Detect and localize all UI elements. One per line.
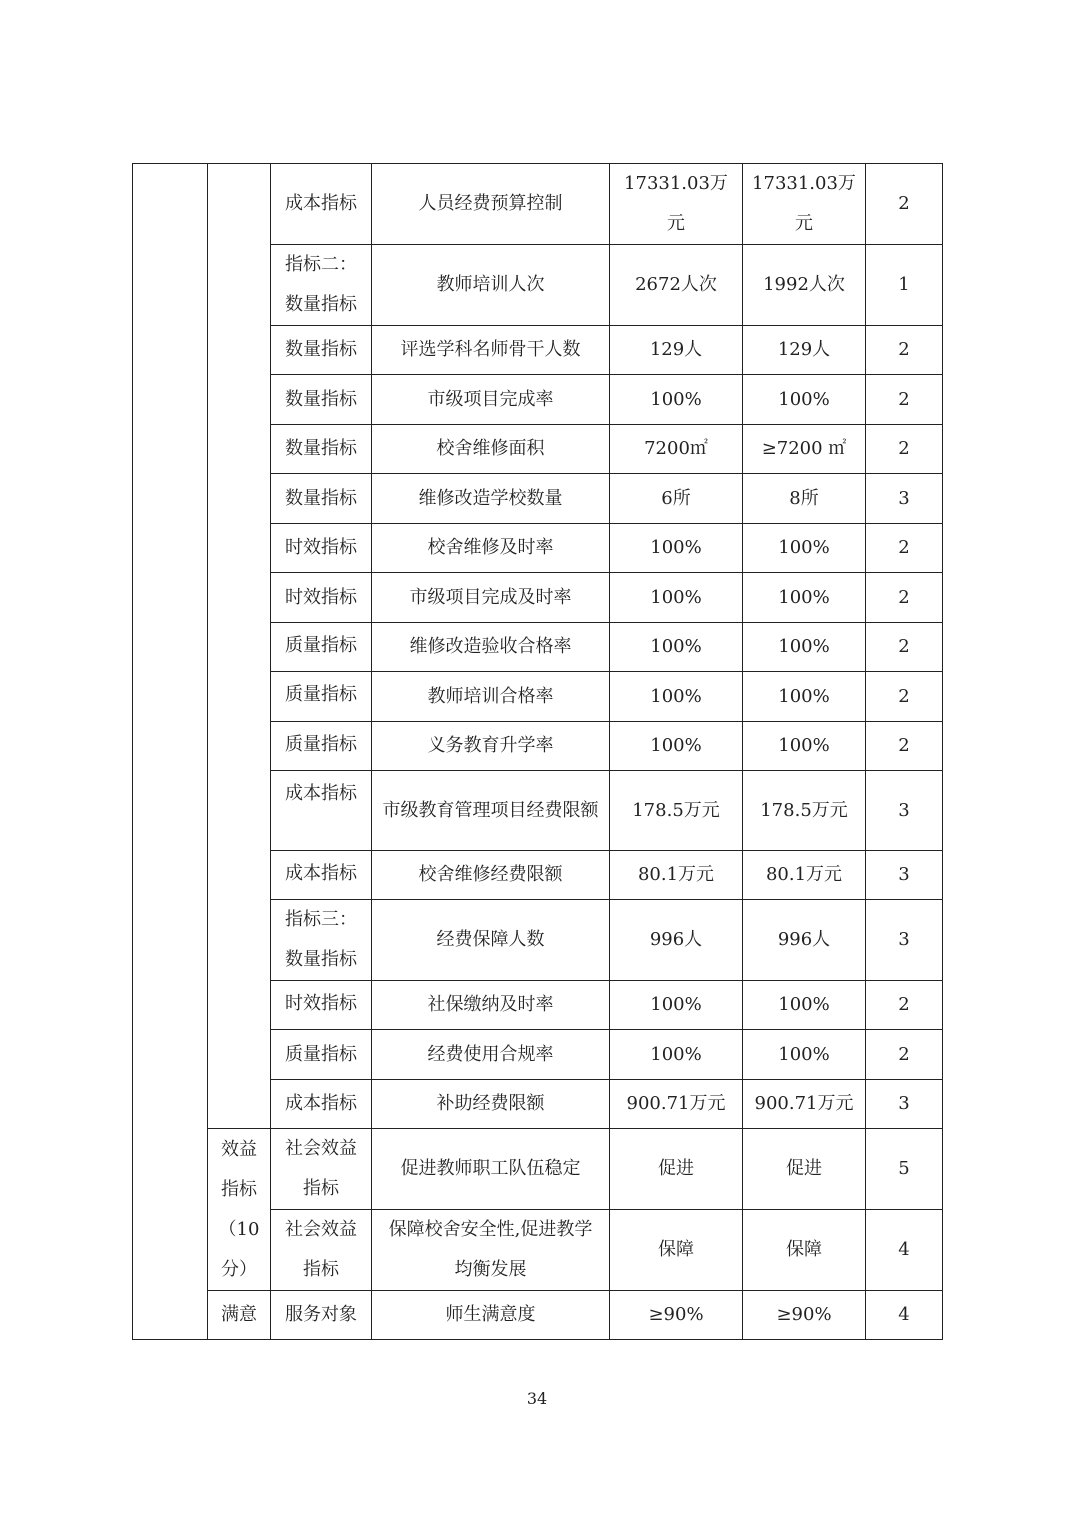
target-value-cell: 100% — [610, 722, 743, 771]
indicator-type-cell: 质量指标 — [271, 672, 372, 722]
actual-value-cell: 促进 — [743, 1129, 866, 1210]
actual-value-cell: 8所 — [743, 474, 866, 524]
indicator-name-cell: 经费保障人数 — [372, 900, 610, 981]
target-value-cell: 促进 — [610, 1129, 743, 1210]
target-value-cell: 100% — [610, 524, 743, 573]
indicator-type-cell: 成本指标 — [271, 1080, 372, 1129]
actual-value-cell: 100% — [743, 672, 866, 722]
indicator-name-cell: 师生满意度 — [372, 1291, 610, 1340]
table-row — [133, 1291, 943, 1340]
indicator-type-cell: 时效指标 — [271, 981, 372, 1030]
indicator-type-cell: 数量指标 — [271, 375, 372, 425]
indicator-name-cell: 市级项目完成率 — [372, 375, 610, 425]
indicator-type-cell: 数量指标 — [271, 474, 372, 524]
target-value-cell: 178.5万元 — [610, 771, 743, 851]
target-value-cell: 17331.03万元 — [610, 164, 743, 245]
indicator-table — [132, 163, 943, 1340]
score-cell: 2 — [866, 375, 943, 425]
target-value-cell: 7200㎡ — [610, 425, 743, 474]
score-cell: 2 — [866, 981, 943, 1030]
score-cell: 3 — [866, 474, 943, 524]
score-cell: 2 — [866, 425, 943, 474]
actual-value-cell: 100% — [743, 375, 866, 425]
actual-value-cell: ≥7200 ㎡ — [743, 425, 866, 474]
indicator-name-cell: 校舍维修经费限额 — [372, 851, 610, 900]
target-value-cell: 6所 — [610, 474, 743, 524]
indicator-type-cell: 成本指标 — [271, 851, 372, 900]
target-value-cell: 996人 — [610, 900, 743, 981]
actual-value-cell: 100% — [743, 623, 866, 672]
score-cell: 1 — [866, 245, 943, 326]
score-cell: 3 — [866, 851, 943, 900]
level1-cell — [133, 164, 208, 1340]
indicator-type-cell: 指标三：数量指标 — [271, 900, 372, 981]
indicator-type-cell: 质量指标 — [271, 623, 372, 672]
indicator-name-cell: 市级教育管理项目经费限额 — [372, 771, 610, 851]
score-cell: 3 — [866, 900, 943, 981]
indicator-name-cell: 校舍维修及时率 — [372, 524, 610, 573]
target-value-cell: 100% — [610, 981, 743, 1030]
benefit-group-cell: 效益指标（10分） — [208, 1129, 271, 1291]
actual-value-cell: 100% — [743, 524, 866, 573]
actual-value-cell: 100% — [743, 1030, 866, 1080]
target-value-cell: 保障 — [610, 1210, 743, 1291]
indicator-name-cell: 补助经费限额 — [372, 1080, 610, 1129]
actual-value-cell: 保障 — [743, 1210, 866, 1291]
indicator-type-cell: 指标二：数量指标 — [271, 245, 372, 326]
score-cell: 2 — [866, 672, 943, 722]
indicator-name-cell: 教师培训人次 — [372, 245, 610, 326]
indicator-name-cell: 促进教师职工队伍稳定 — [372, 1129, 610, 1210]
actual-value-cell: 17331.03万元 — [743, 164, 866, 245]
target-value-cell: 900.71万元 — [610, 1080, 743, 1129]
score-cell: 2 — [866, 623, 943, 672]
actual-value-cell: 178.5万元 — [743, 771, 866, 851]
actual-value-cell: 100% — [743, 573, 866, 623]
indicator-name-cell: 保障校舍安全性,促进教学均衡发展 — [372, 1210, 610, 1291]
indicator-name-cell: 人员经费预算控制 — [372, 164, 610, 245]
indicator-type-cell: 成本指标 — [271, 164, 372, 245]
indicator-type-cell: 社会效益指标 — [271, 1210, 372, 1291]
indicator-name-cell: 社保缴纳及时率 — [372, 981, 610, 1030]
actual-value-cell: 129人 — [743, 326, 866, 375]
target-value-cell: 100% — [610, 375, 743, 425]
indicator-type-cell: 数量指标 — [271, 326, 372, 375]
actual-value-cell: 100% — [743, 722, 866, 771]
actual-value-cell: 80.1万元 — [743, 851, 866, 900]
satisfaction-group-cell: 满意 — [208, 1291, 271, 1340]
indicator-name-cell: 维修改造学校数量 — [372, 474, 610, 524]
indicator-type-cell: 时效指标 — [271, 524, 372, 573]
indicator-name-cell: 维修改造验收合格率 — [372, 623, 610, 672]
score-cell: 2 — [866, 164, 943, 245]
target-value-cell: 100% — [610, 573, 743, 623]
score-cell: 4 — [866, 1291, 943, 1340]
indicator-type-cell: 质量指标 — [271, 722, 372, 771]
level2-cell — [208, 164, 271, 1129]
actual-value-cell: 996人 — [743, 900, 866, 981]
score-cell: 2 — [866, 1030, 943, 1080]
score-cell: 2 — [866, 524, 943, 573]
indicator-name-cell: 经费使用合规率 — [372, 1030, 610, 1080]
score-cell: 3 — [866, 1080, 943, 1129]
target-value-cell: 80.1万元 — [610, 851, 743, 900]
indicator-name-cell: 市级项目完成及时率 — [372, 573, 610, 623]
indicator-name-cell: 教师培训合格率 — [372, 672, 610, 722]
target-value-cell: 100% — [610, 1030, 743, 1080]
indicator-type-cell: 服务对象 — [271, 1291, 372, 1340]
score-cell: 3 — [866, 771, 943, 851]
indicator-type-cell: 成本指标 — [271, 771, 372, 851]
indicator-type-cell: 社会效益指标 — [271, 1129, 372, 1210]
indicator-name-cell: 校舍维修面积 — [372, 425, 610, 474]
target-value-cell: 100% — [610, 672, 743, 722]
target-value-cell: ≥90% — [610, 1291, 743, 1340]
score-cell: 2 — [866, 326, 943, 375]
target-value-cell: 129人 — [610, 326, 743, 375]
page-number: 34 — [526, 1389, 548, 1408]
indicator-type-cell: 数量指标 — [271, 425, 372, 474]
indicator-type-cell: 时效指标 — [271, 573, 372, 623]
target-value-cell: 2672人次 — [610, 245, 743, 326]
table-row — [133, 1129, 943, 1210]
actual-value-cell: 1992人次 — [743, 245, 866, 326]
indicator-name-cell: 评选学科名师骨干人数 — [372, 326, 610, 375]
score-cell: 2 — [866, 722, 943, 771]
table-row — [133, 164, 943, 245]
actual-value-cell: 100% — [743, 981, 866, 1030]
actual-value-cell: ≥90% — [743, 1291, 866, 1340]
indicator-type-cell: 质量指标 — [271, 1030, 372, 1080]
indicator-name-cell: 义务教育升学率 — [372, 722, 610, 771]
score-cell: 2 — [866, 573, 943, 623]
score-cell: 5 — [866, 1129, 943, 1210]
target-value-cell: 100% — [610, 623, 743, 672]
actual-value-cell: 900.71万元 — [743, 1080, 866, 1129]
score-cell: 4 — [866, 1210, 943, 1291]
